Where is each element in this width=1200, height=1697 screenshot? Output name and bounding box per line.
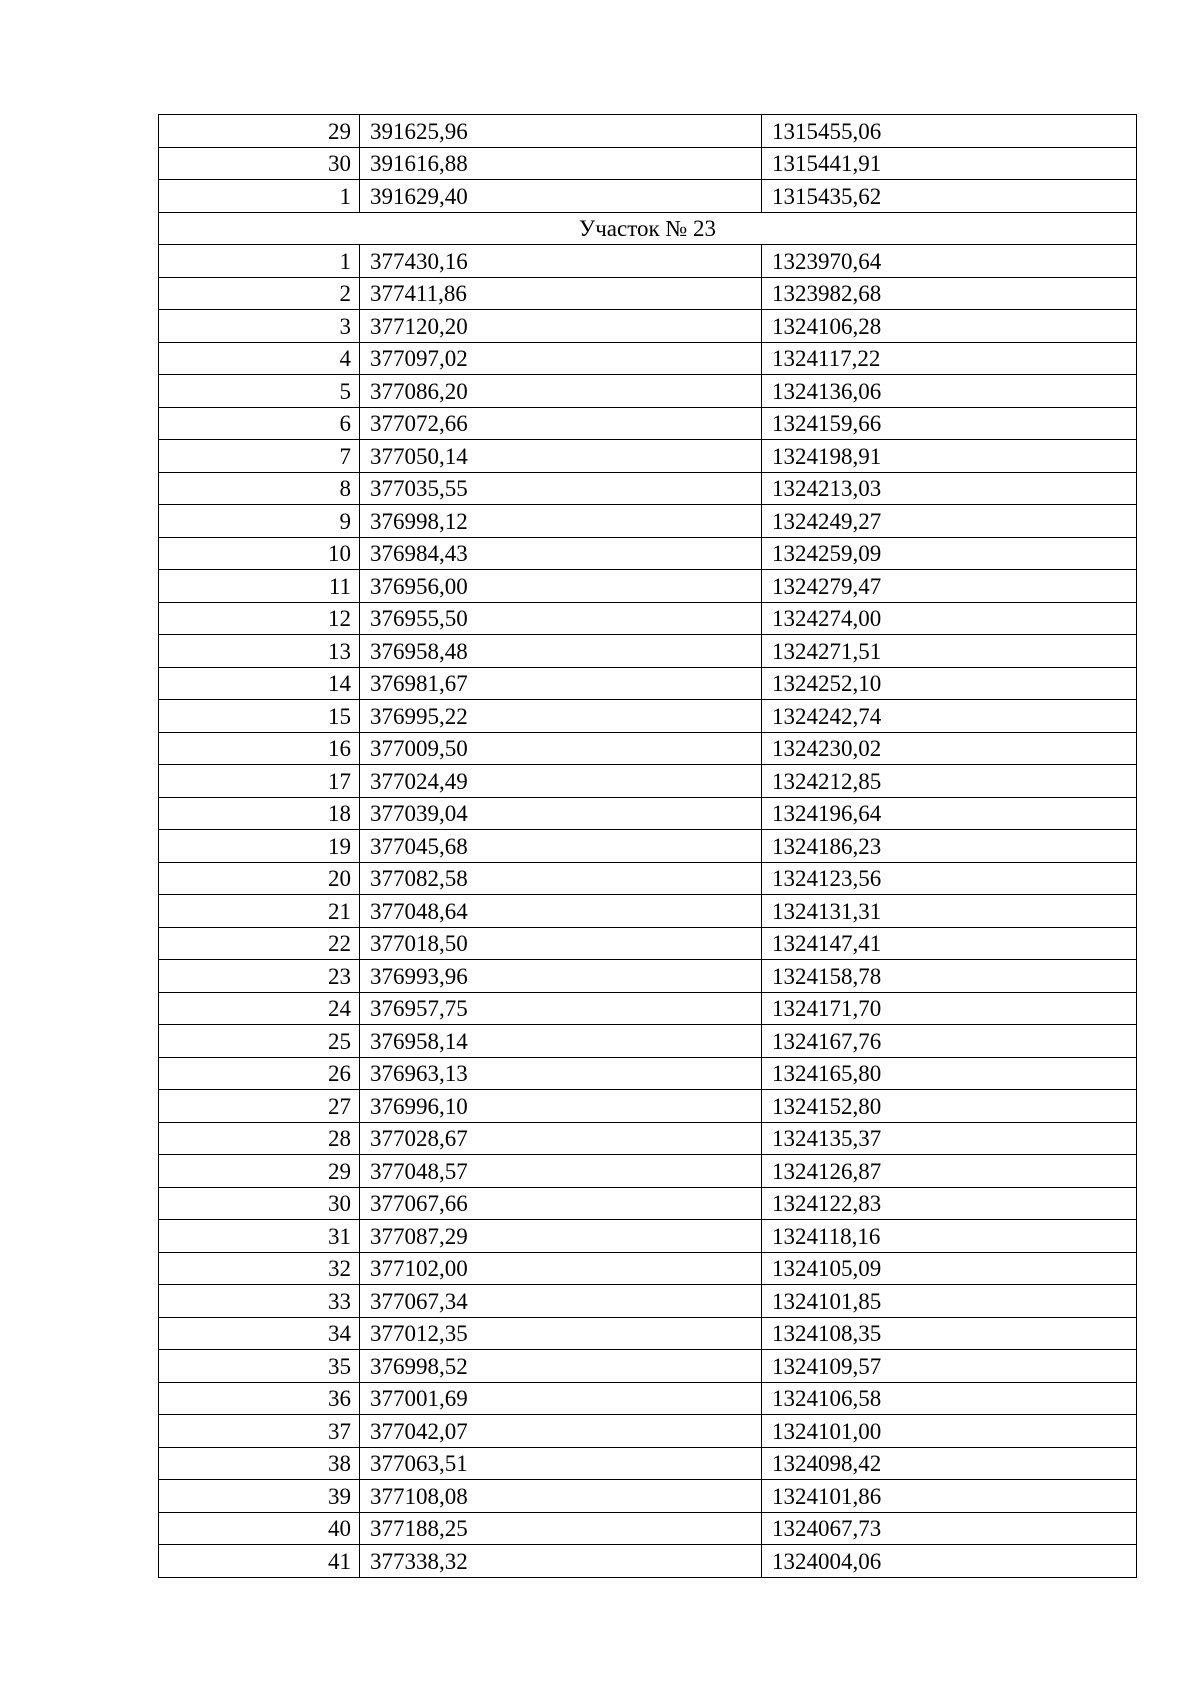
x-coordinate: 377067,34 (360, 1285, 762, 1318)
y-coordinate: 1324108,35 (762, 1317, 1137, 1350)
table-row (159, 245, 1137, 278)
point-number: 38 (159, 1447, 360, 1480)
table-row (159, 472, 1137, 505)
x-coordinate: 377097,02 (360, 342, 762, 375)
table-row (159, 1025, 1137, 1058)
x-coordinate: 377338,32 (360, 1545, 762, 1578)
y-coordinate: 1324147,41 (762, 927, 1137, 960)
document-page (158, 114, 1136, 1578)
point-number: 25 (159, 1025, 360, 1058)
y-coordinate: 1324118,16 (762, 1220, 1137, 1253)
table-row (159, 895, 1137, 928)
point-number: 4 (159, 342, 360, 375)
y-coordinate: 1324098,42 (762, 1447, 1137, 1480)
table-row (159, 797, 1137, 830)
table-row (159, 277, 1137, 310)
x-coordinate: 377067,66 (360, 1187, 762, 1220)
point-number: 7 (159, 440, 360, 473)
point-number: 8 (159, 472, 360, 505)
y-coordinate: 1324279,47 (762, 570, 1137, 603)
table-row (159, 1317, 1137, 1350)
x-coordinate: 376998,12 (360, 505, 762, 538)
x-coordinate: 377072,66 (360, 407, 762, 440)
table-row (159, 375, 1137, 408)
point-number: 28 (159, 1122, 360, 1155)
point-number: 40 (159, 1512, 360, 1545)
y-coordinate: 1324101,85 (762, 1285, 1137, 1318)
point-number: 16 (159, 732, 360, 765)
point-number: 19 (159, 830, 360, 863)
y-coordinate: 1324159,66 (762, 407, 1137, 440)
y-coordinate: 1324067,73 (762, 1512, 1137, 1545)
x-coordinate: 376956,00 (360, 570, 762, 603)
x-coordinate: 377087,29 (360, 1220, 762, 1253)
table-row (159, 1187, 1137, 1220)
point-number: 33 (159, 1285, 360, 1318)
y-coordinate: 1324122,83 (762, 1187, 1137, 1220)
table-row (159, 1285, 1137, 1318)
x-coordinate: 377430,16 (360, 245, 762, 278)
point-number: 15 (159, 700, 360, 733)
previous-plot-rows (159, 115, 1137, 213)
x-coordinate: 376958,14 (360, 1025, 762, 1058)
table-row (159, 342, 1137, 375)
y-coordinate: 1324101,86 (762, 1480, 1137, 1513)
table-row (159, 700, 1137, 733)
table-row (159, 602, 1137, 635)
y-coordinate: 1324101,00 (762, 1415, 1137, 1448)
table-row (159, 570, 1137, 603)
y-coordinate: 1324106,28 (762, 310, 1137, 343)
point-number: 34 (159, 1317, 360, 1350)
y-coordinate: 1324213,03 (762, 472, 1137, 505)
point-number: 21 (159, 895, 360, 928)
section-header-group (159, 212, 1137, 245)
y-coordinate: 1324196,64 (762, 797, 1137, 830)
x-coordinate: 377048,64 (360, 895, 762, 928)
point-number: 18 (159, 797, 360, 830)
point-number: 30 (159, 1187, 360, 1220)
y-coordinate: 1324274,00 (762, 602, 1137, 635)
table-row (159, 635, 1137, 668)
table-row (159, 537, 1137, 570)
point-number: 23 (159, 960, 360, 993)
y-coordinate: 1324131,31 (762, 895, 1137, 928)
x-coordinate: 377012,35 (360, 1317, 762, 1350)
y-coordinate: 1324126,87 (762, 1155, 1137, 1188)
table-row (159, 180, 1137, 213)
x-coordinate: 377188,25 (360, 1512, 762, 1545)
point-number: 37 (159, 1415, 360, 1448)
point-number: 27 (159, 1090, 360, 1123)
x-coordinate: 376955,50 (360, 602, 762, 635)
point-number: 12 (159, 602, 360, 635)
x-coordinate: 377086,20 (360, 375, 762, 408)
point-number: 36 (159, 1382, 360, 1415)
y-coordinate: 1324123,56 (762, 862, 1137, 895)
point-number: 3 (159, 310, 360, 343)
x-coordinate: 377050,14 (360, 440, 762, 473)
y-coordinate: 1324152,80 (762, 1090, 1137, 1123)
x-coordinate: 391625,96 (360, 115, 762, 148)
point-number: 26 (159, 1057, 360, 1090)
point-number: 39 (159, 1480, 360, 1513)
x-coordinate: 377009,50 (360, 732, 762, 765)
coordinates-table (158, 114, 1137, 1578)
x-coordinate: 376957,75 (360, 992, 762, 1025)
point-number: 17 (159, 765, 360, 798)
table-row (159, 1122, 1137, 1155)
x-coordinate: 391616,88 (360, 147, 762, 180)
y-coordinate: 1324186,23 (762, 830, 1137, 863)
y-coordinate: 1324259,09 (762, 537, 1137, 570)
x-coordinate: 391629,40 (360, 180, 762, 213)
table-row (159, 1220, 1137, 1253)
y-coordinate: 1324158,78 (762, 960, 1137, 993)
table-row (159, 310, 1137, 343)
point-number: 11 (159, 570, 360, 603)
point-number: 31 (159, 1220, 360, 1253)
y-coordinate: 1324135,37 (762, 1122, 1137, 1155)
x-coordinate: 377102,00 (360, 1252, 762, 1285)
x-coordinate: 376998,52 (360, 1350, 762, 1383)
x-coordinate: 377024,49 (360, 765, 762, 798)
table-row (159, 667, 1137, 700)
table-row (159, 927, 1137, 960)
x-coordinate: 377063,51 (360, 1447, 762, 1480)
table-row (159, 1415, 1137, 1448)
x-coordinate: 376981,67 (360, 667, 762, 700)
y-coordinate: 1323970,64 (762, 245, 1137, 278)
table-row (159, 1252, 1137, 1285)
x-coordinate: 376996,10 (360, 1090, 762, 1123)
point-number: 6 (159, 407, 360, 440)
table-row (159, 1155, 1137, 1188)
x-coordinate: 377018,50 (360, 927, 762, 960)
point-number: 13 (159, 635, 360, 668)
table-row (159, 440, 1137, 473)
y-coordinate: 1324117,22 (762, 342, 1137, 375)
x-coordinate: 377001,69 (360, 1382, 762, 1415)
point-number: 1 (159, 245, 360, 278)
point-number: 32 (159, 1252, 360, 1285)
x-coordinate: 376995,22 (360, 700, 762, 733)
x-coordinate: 377108,08 (360, 1480, 762, 1513)
table-row (159, 765, 1137, 798)
point-number: 29 (159, 115, 360, 148)
table-row (159, 732, 1137, 765)
y-coordinate: 1324109,57 (762, 1350, 1137, 1383)
x-coordinate: 376984,43 (360, 537, 762, 570)
x-coordinate: 376963,13 (360, 1057, 762, 1090)
point-number: 22 (159, 927, 360, 960)
y-coordinate: 1324136,06 (762, 375, 1137, 408)
x-coordinate: 377045,68 (360, 830, 762, 863)
point-number: 2 (159, 277, 360, 310)
table-row (159, 1090, 1137, 1123)
y-coordinate: 1324198,91 (762, 440, 1137, 473)
table-row (159, 1480, 1137, 1513)
x-coordinate: 376993,96 (360, 960, 762, 993)
section-header-row (159, 212, 1137, 245)
y-coordinate: 1324106,58 (762, 1382, 1137, 1415)
table-row (159, 407, 1137, 440)
point-number: 41 (159, 1545, 360, 1578)
point-number: 10 (159, 537, 360, 570)
section-title: Участок № 23 (159, 212, 1137, 245)
y-coordinate: 1324249,27 (762, 505, 1137, 538)
table-row (159, 992, 1137, 1025)
point-number: 35 (159, 1350, 360, 1383)
x-coordinate: 377048,57 (360, 1155, 762, 1188)
table-row (159, 1350, 1137, 1383)
table-row (159, 505, 1137, 538)
point-number: 5 (159, 375, 360, 408)
table-row (159, 1545, 1137, 1578)
y-coordinate: 1324004,06 (762, 1545, 1137, 1578)
point-number: 29 (159, 1155, 360, 1188)
y-coordinate: 1324165,80 (762, 1057, 1137, 1090)
x-coordinate: 377082,58 (360, 862, 762, 895)
table-row (159, 960, 1137, 993)
table-row (159, 862, 1137, 895)
point-number: 30 (159, 147, 360, 180)
x-coordinate: 376958,48 (360, 635, 762, 668)
y-coordinate: 1324212,85 (762, 765, 1137, 798)
table-row (159, 1512, 1137, 1545)
x-coordinate: 377120,20 (360, 310, 762, 343)
table-row (159, 1382, 1137, 1415)
point-number: 1 (159, 180, 360, 213)
y-coordinate: 1323982,68 (762, 277, 1137, 310)
y-coordinate: 1315435,62 (762, 180, 1137, 213)
x-coordinate: 377039,04 (360, 797, 762, 830)
x-coordinate: 377035,55 (360, 472, 762, 505)
x-coordinate: 377042,07 (360, 1415, 762, 1448)
point-number: 9 (159, 505, 360, 538)
y-coordinate: 1324171,70 (762, 992, 1137, 1025)
point-number: 24 (159, 992, 360, 1025)
point-number: 14 (159, 667, 360, 700)
y-coordinate: 1324271,51 (762, 635, 1137, 668)
y-coordinate: 1324230,02 (762, 732, 1137, 765)
table-row (159, 1447, 1137, 1480)
y-coordinate: 1324252,10 (762, 667, 1137, 700)
point-number: 20 (159, 862, 360, 895)
table-row (159, 147, 1137, 180)
x-coordinate: 377028,67 (360, 1122, 762, 1155)
x-coordinate: 377411,86 (360, 277, 762, 310)
table-row (159, 115, 1137, 148)
y-coordinate: 1324242,74 (762, 700, 1137, 733)
y-coordinate: 1324105,09 (762, 1252, 1137, 1285)
table-row (159, 830, 1137, 863)
y-coordinate: 1324167,76 (762, 1025, 1137, 1058)
y-coordinate: 1315455,06 (762, 115, 1137, 148)
table-row (159, 1057, 1137, 1090)
y-coordinate: 1315441,91 (762, 147, 1137, 180)
plot-23-rows (159, 245, 1137, 1578)
